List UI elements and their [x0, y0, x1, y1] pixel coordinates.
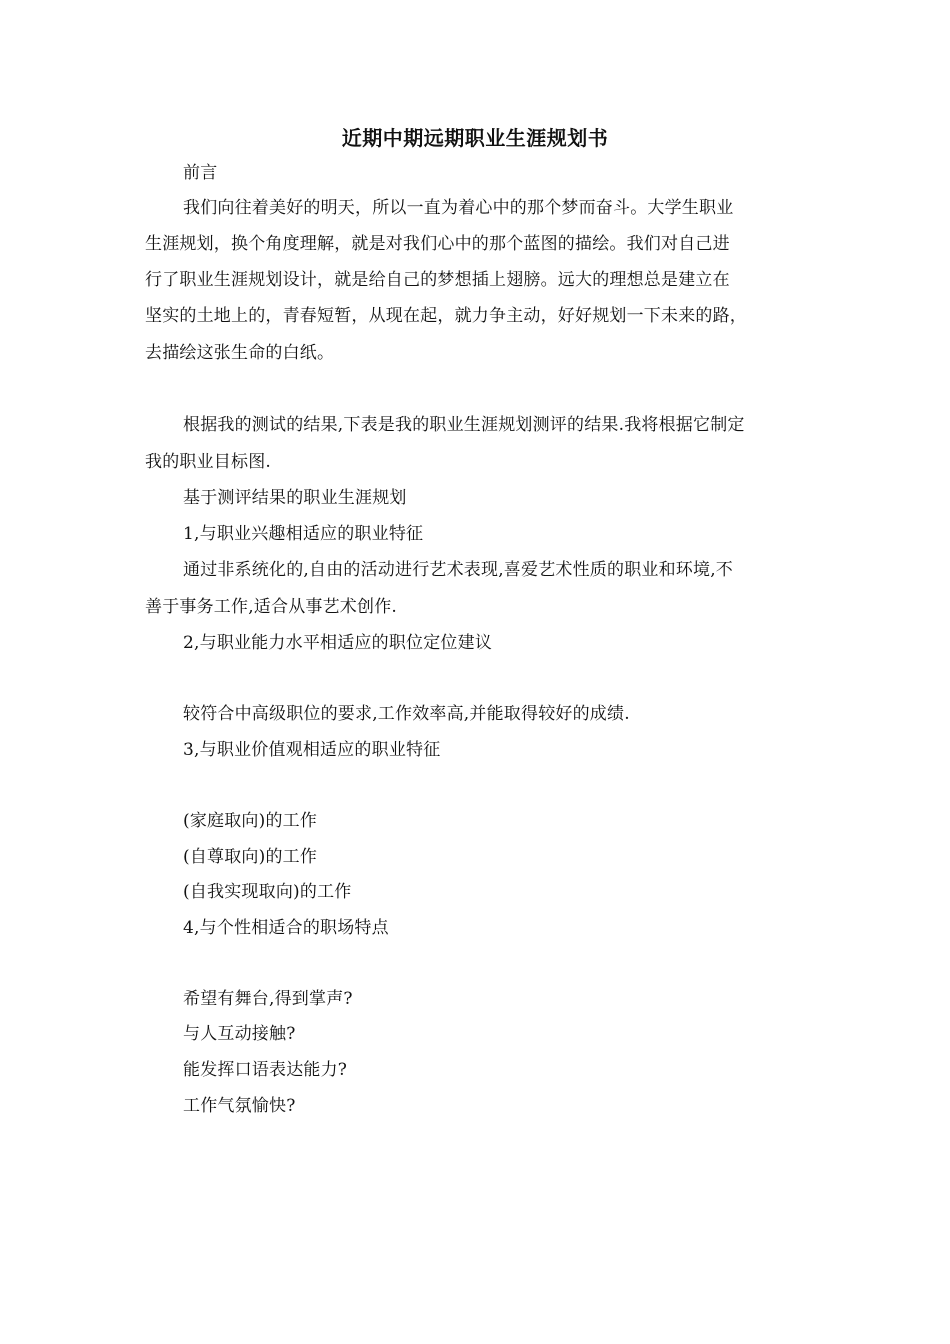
paragraph-line: 前言: [183, 163, 218, 183]
paragraph-line: 生涯规划，换个角度理解，就是对我们心中的那个蓝图的描绘。我们对自己进: [145, 234, 730, 254]
list-item: (自尊取向)的工作: [183, 847, 318, 867]
page-title: 近期中期远期职业生涯规划书: [341, 126, 609, 150]
paragraph-line: 较符合中高级职位的要求,工作效率高,并能取得较好的成绩.: [183, 704, 630, 724]
paragraph-line: 根据我的测试的结果,下表是我的职业生涯规划测评的结果.我将根据它制定: [183, 415, 745, 435]
paragraph-line: 善于事务工作,适合从事艺术创作.: [145, 597, 398, 617]
paragraph-line: 我们向往着美好的明天，所以一直为着心中的那个梦而奋斗。大学生职业: [183, 198, 734, 218]
section-heading: 4,与个性相适合的职场特点: [183, 918, 389, 938]
list-item: (家庭取向)的工作: [183, 811, 318, 831]
paragraph-line: 去描绘这张生命的白纸。: [145, 343, 335, 363]
list-item: 希望有舞台,得到掌声?: [183, 989, 353, 1009]
list-item: 与人互动接触?: [183, 1024, 296, 1044]
paragraph-line: 通过非系统化的,自由的活动进行艺术表现,喜爱艺术性质的职业和环境,不: [183, 560, 734, 580]
list-item: 能发挥口语表达能力?: [183, 1060, 348, 1080]
paragraph-line: 行了职业生涯规划设计，就是给自己的梦想插上翅膀。远大的理想总是建立在: [145, 270, 730, 290]
paragraph-line: 我的职业目标图.: [145, 452, 272, 472]
section-heading: 3,与职业价值观相适应的职业特征: [183, 740, 441, 760]
paragraph-line: 坚实的土地上的，青春短暂，从现在起，就力争主动，好好规划一下未来的路，: [145, 306, 747, 326]
section-heading: 基于测评结果的职业生涯规划: [183, 488, 407, 508]
section-heading: 2,与职业能力水平相适应的职位定位建议: [183, 633, 493, 653]
list-item: 工作气氛愉快?: [183, 1096, 296, 1116]
list-item: (自我实现取向)的工作: [183, 882, 352, 902]
section-heading: 1,与职业兴趣相适应的职业特征: [183, 524, 424, 544]
